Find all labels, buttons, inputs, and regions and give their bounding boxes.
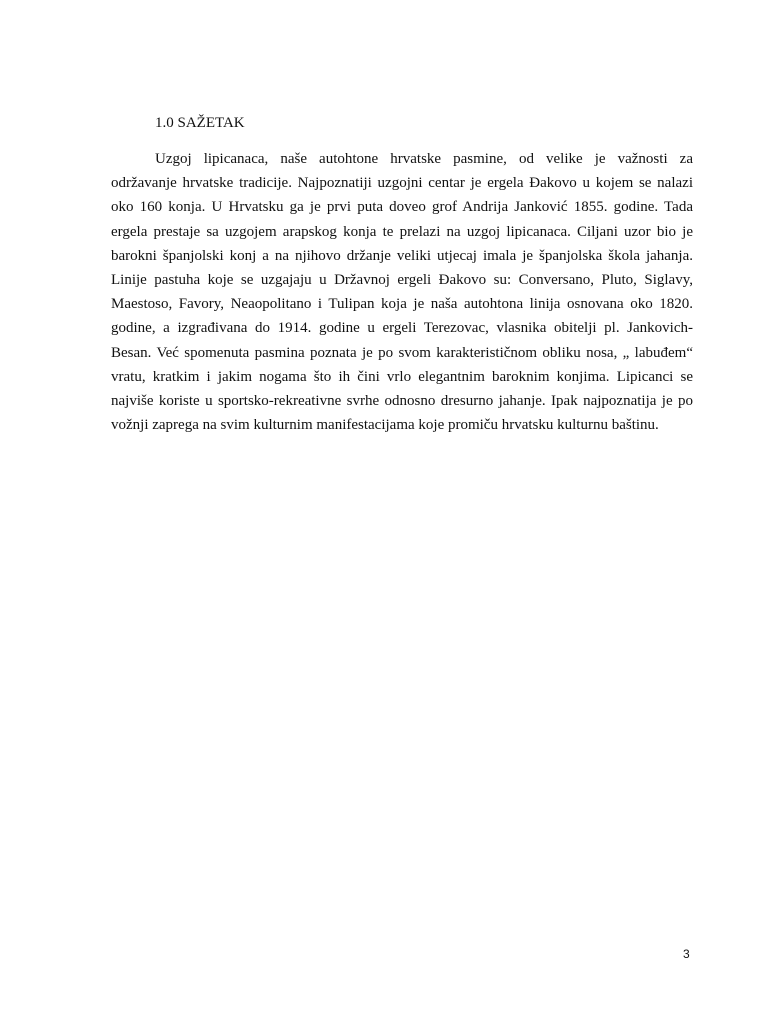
- page-number: 3: [683, 947, 690, 961]
- paragraph-line: Linije pastuha koje se uzgajaju u Državnoj ergeli Đakovo su: Conversano, Pluto, Siglavy,: [111, 271, 693, 288]
- paragraph-line: barokni španjolski konj a na njihovo držanje veliki utjecaj imala je španjolska škola jahanja.: [111, 247, 693, 264]
- paragraph-line: Besan. Već spomenuta pasmina poznata je po svom karakterističnom obliku nosa, „ labuđem“: [111, 344, 693, 361]
- paragraph-line: vožnji zaprega na svim kulturnim manifestacijama koje promiču hrvatsku kulturnu baštinu.: [111, 417, 659, 434]
- paragraph-line: održavanje hrvatske tradicije. Najpoznatiji uzgojni centar je ergela Đakovo u kojem se nalazi: [111, 175, 693, 192]
- section-heading: 1.0 SAŽETAK: [155, 115, 245, 131]
- paragraph-line: najviše koriste u sportsko-rekreativne svrhe odnosno dresurno jahanje. Ipak najpoznatija je po: [111, 392, 693, 409]
- paragraph-line: godine, a izgrađivana do 1914. godine u ergeli Terezovac, vlasnika obitelji pl. Jankovich-: [111, 320, 693, 337]
- paragraph-line: vratu, kratkim i jakim nogama što ih čini vrlo elegantnim baroknim konjima. Lipicanci se: [111, 368, 693, 385]
- paragraph-line: ergela prestaje sa uzgojem arapskog konja te prelazi na uzgoj lipicanaca. Ciljani uzor bio je: [111, 223, 693, 240]
- summary-paragraph: [111, 147, 693, 437]
- paragraph-line: Maestoso, Favory, Neaopolitano i Tulipan koja je naša autohtona linija osnovana oko 1820.: [111, 296, 693, 313]
- paragraph-line: oko 160 konja. U Hrvatsku ga je prvi puta doveo grof Andrija Janković 1855. godine. Tada: [111, 199, 693, 216]
- paragraph-line: Uzgoj lipicanaca, naše autohtone hrvatske pasmine, od velike je važnosti za: [155, 151, 693, 167]
